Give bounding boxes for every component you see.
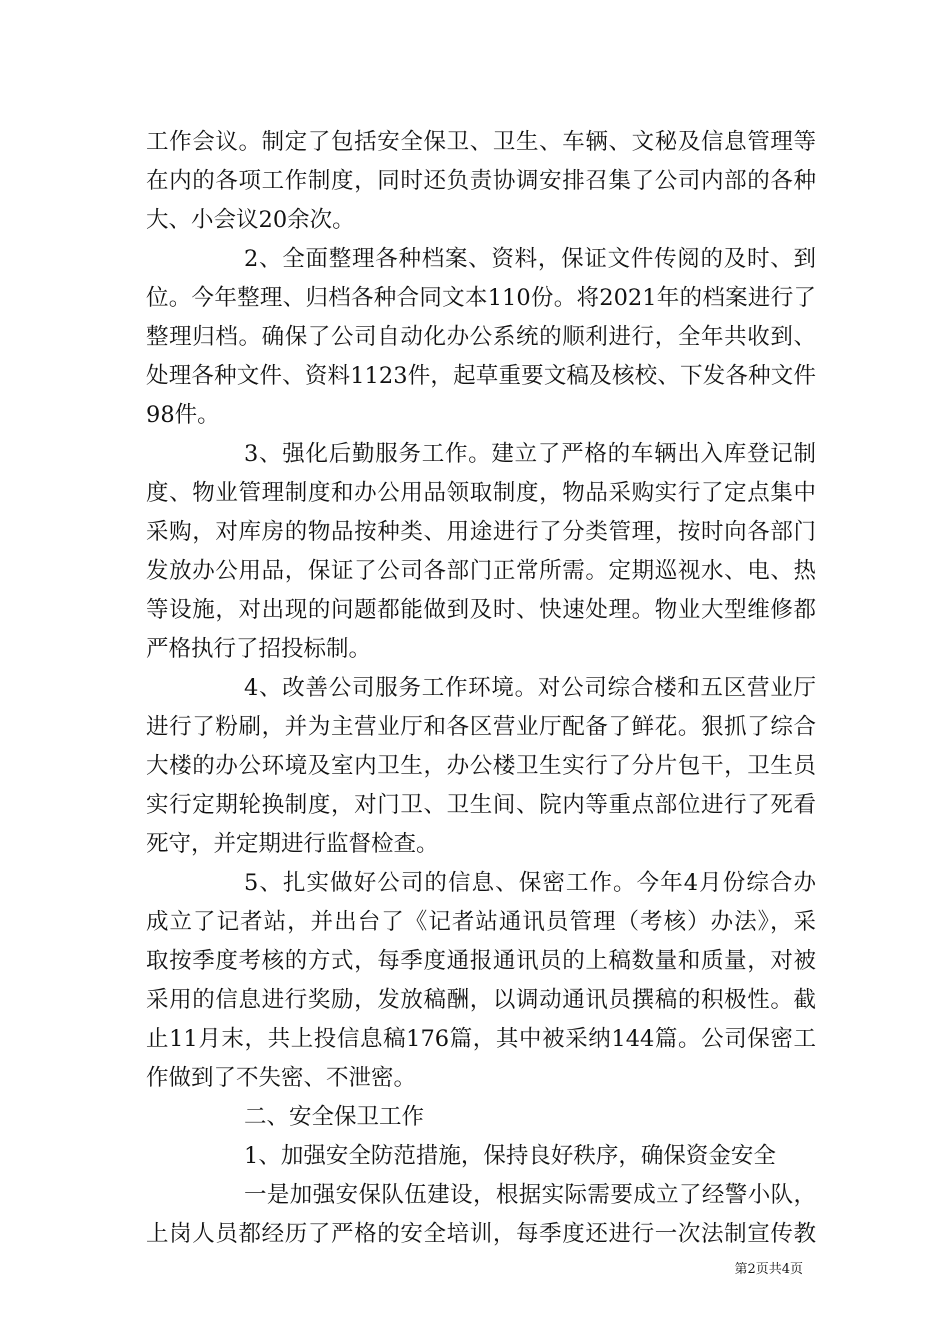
paragraph-start-line: 4、改善公司服务工作环境。对公司综合楼和五区营业厅: [244, 675, 816, 701]
text-line: 采用的信息进行奖励，发放稿酬，以调动通讯员撰稿的积极性。截: [146, 987, 816, 1013]
subsection-heading: 1、加强安全防范措施，保持良好秩序，确保资金安全: [244, 1143, 776, 1169]
text-line: 成立了记者站，并出台了《记者站通讯员管理（考核）办法》，采: [146, 909, 816, 935]
text-line: 取按季度考核的方式，每季度通报通讯员的上稿数量和质量，对被: [146, 948, 816, 974]
text-line: 等设施，对出现的问题都能做到及时、快速处理。物业大型维修都: [146, 597, 816, 623]
text-line: 实行定期轮换制度，对门卫、卫生间、院内等重点部位进行了死看: [146, 792, 816, 818]
text-line: 采购，对库房的物品按种类、用途进行了分类管理，按时向各部门: [146, 519, 816, 545]
text-line: 度、物业管理制度和办公用品领取制度，物品采购实行了定点集中: [146, 480, 816, 506]
text-line: 位。今年整理、归档各种合同文本110份。将2021年的档案进行了: [146, 285, 816, 311]
text-line: 上岗人员都经历了严格的安全培训，每季度还进行一次法制宣传教: [146, 1221, 816, 1247]
page-number-footer: 第2页共4页: [734, 1262, 803, 1277]
text-line: 在内的各项工作制度，同时还负责协调安排召集了公司内部的各种: [146, 168, 816, 194]
text-line: 整理归档。确保了公司自动化办公系统的顺利进行，全年共收到、: [146, 324, 816, 350]
text-line: 98件。: [146, 402, 220, 428]
text-line: 处理各种文件、资料1123件，起草重要文稿及核校、下发各种文件: [146, 363, 816, 389]
paragraph-start-line: 一是加强安保队伍建设，根据实际需要成立了经警小队，: [244, 1182, 816, 1208]
paragraph-start-line: 5、扎实做好公司的信息、保密工作。今年4月份综合办: [244, 870, 816, 896]
text-line: 进行了粉刷，并为主营业厅和各区营业厅配备了鲜花。狠抓了综合: [146, 714, 816, 740]
text-line: 止11月末，共上投信息稿176篇，其中被采纳144篇。公司保密工: [146, 1026, 816, 1052]
text-line: 发放办公用品，保证了公司各部门正常所需。定期巡视水、电、热: [146, 558, 816, 584]
text-line: 死守，并定期进行监督检查。: [146, 831, 439, 857]
text-line: 严格执行了招投标制。: [146, 636, 372, 662]
paragraph-start-line: 2、全面整理各种档案、资料，保证文件传阅的及时、到: [244, 246, 816, 272]
text-line: 作做到了不失密、不泄密。: [146, 1065, 417, 1091]
paragraph-start-line: 3、强化后勤服务工作。建立了严格的车辆出入库登记制: [244, 441, 816, 467]
text-line: 大、小会议20余次。: [146, 207, 355, 233]
section-heading: 二、安全保卫工作: [244, 1104, 425, 1130]
text-line: 工作会议。制定了包括安全保卫、卫生、车辆、文秘及信息管理等: [146, 129, 816, 155]
text-line: 大楼的办公环境及室内卫生，办公楼卫生实行了分片包干，卫生员: [146, 753, 816, 779]
